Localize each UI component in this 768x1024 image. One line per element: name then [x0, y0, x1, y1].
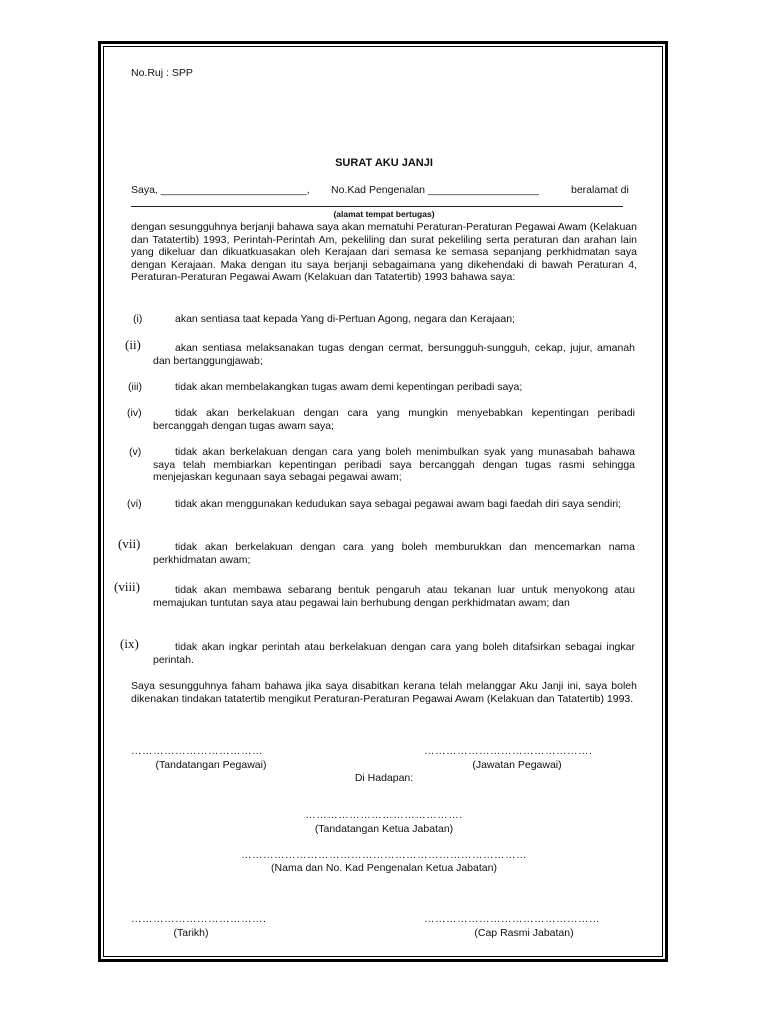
stamp-line: ………………………………………… — [424, 913, 600, 925]
list-item — [153, 498, 635, 511]
label-cap-rasmi: (Cap Rasmi Jabatan) — [474, 927, 574, 939]
label-jawatan-pegawai: (Jawatan Pegawai) — [472, 759, 562, 771]
list-item — [153, 407, 635, 432]
item-number: (iv) — [127, 407, 142, 419]
intro-kad-pengenalan: No.Kad Pengenalan ___________________ — [331, 184, 539, 196]
item-number: (vi) — [127, 498, 142, 510]
intro-saya: Saya, _________________________, — [131, 184, 310, 196]
closing-paragraph: Saya sesungguhnya faham bahawa jika saya disabitkan kerana telah melanggar Aku Janji ini, saya boleh dikenakan tindakan tatatertib mengikut Peraturan-Peraturan Pegawai Awam (Kelakuan dan Tatatertib) 1993. — [131, 680, 637, 705]
item-text: tidak akan berkelakuan dengan cara yang boleh memburukkan dan mencemarkan nama perkhidmatan awam; — [153, 541, 635, 566]
item-number: (v) — [129, 446, 142, 458]
item-number: (i) — [133, 313, 143, 325]
item-number: (vii) — [118, 536, 141, 551]
di-hadapan: Di Hadapan: — [354, 772, 414, 784]
address-line — [131, 206, 623, 207]
item-text: akan sentiasa melaksanakan tugas dengan cermat, bersungguh-sungguh, cekap, jujur, amanah dan bertanggungjawab; — [153, 342, 635, 367]
label-tandatangan-pegawai: (Tandatangan Pegawai) — [155, 759, 267, 771]
item-text: tidak akan membawa sebarang bentuk pengaruh atau tekanan luar untuk menyokong atau memajukan tuntutan saya atau pegawai lain berhubung dengan perkhidmatan awam; dan — [153, 584, 635, 609]
item-text: tidak akan menggunakan kedudukan saya sebagai pegawai awam bagi faedah diri saya sendiri; — [175, 498, 621, 510]
list-item — [153, 342, 635, 367]
signature-line-jawatan: ………………………………………. — [424, 745, 593, 757]
item-text: tidak akan membelakangkan tugas awam demi kepentingan peribadi saya; — [175, 381, 523, 393]
date-line: ………………………………. — [131, 913, 267, 925]
item-text: tidak akan berkelakuan dengan cara yang mungkin menyebabkan kepentingan peribadi bercanggah dengan tugas awam saya; — [153, 407, 635, 432]
intro-beralamat: beralamat di — [571, 184, 629, 196]
list-item — [153, 641, 635, 666]
label-nama-ketua: (Nama dan No. Kad Pengenalan Ketua Jabatan) — [271, 862, 497, 874]
list-item — [153, 584, 635, 609]
name-line-ketua: …………………………………………………………………… — [241, 849, 527, 861]
document-title: SURAT AKU JANJI — [335, 157, 433, 169]
signature-line-pegawai: ……………………………… — [131, 745, 263, 757]
item-text: tidak akan berkelakuan dengan cara yang boleh menimbulkan syak yang munasabah bahawa saya telah membiarkan kepentingan peribadi saya bercanggah dengan tugas rasmi sehingga menjejaskan kegunaan saya sebagai pegawai awam; — [153, 446, 635, 484]
list-item — [153, 446, 635, 484]
label-tandatangan-ketua: (Tandatangan Ketua Jabatan) — [314, 823, 454, 835]
intro-paragraph: dengan sesungguhnya berjanji bahawa saya akan mematuhi Peraturan-Peraturan Pegawai Awam (Kelakuan dan Tatatertib) 1993, Perintah-Perintah Am, pekeliling dan surat pekeliling serta peraturan dan arahan lain yang dikeluar dan dikuatkuasakan oleh Kerajaan dari semasa ke semasa sepanjang perkhidmatan saya dengan Kerajaan. Maka dengan itu saya berjanji sebagaimana yang dikehendaki di bawah Peraturan 4, Peraturan-Peraturan Pegawai Awam (Kelakuan dan Tatatertib) 1993 bahawa saya: — [131, 221, 637, 284]
list-item — [153, 381, 635, 394]
reference-number: No.Ruj : SPP — [131, 67, 193, 79]
list-item — [153, 313, 635, 326]
item-number: (viii) — [114, 579, 140, 594]
signature-line-ketua: ……………………………………. — [305, 809, 463, 821]
item-number: (ix) — [120, 636, 139, 651]
address-caption: (alamat tempat bertugas) — [333, 209, 435, 219]
item-text: akan sentiasa taat kepada Yang di-Pertuan Agong, negara dan Kerajaan; — [175, 313, 515, 325]
list-item — [153, 541, 635, 566]
label-tarikh: (Tarikh) — [173, 927, 209, 939]
item-number: (ii) — [125, 337, 141, 352]
item-number: (iii) — [128, 381, 142, 393]
item-text: tidak akan ingkar perintah atau berkelakuan dengan cara yang boleh ditafsirkan sebagai ingkar perintah. — [153, 641, 635, 666]
